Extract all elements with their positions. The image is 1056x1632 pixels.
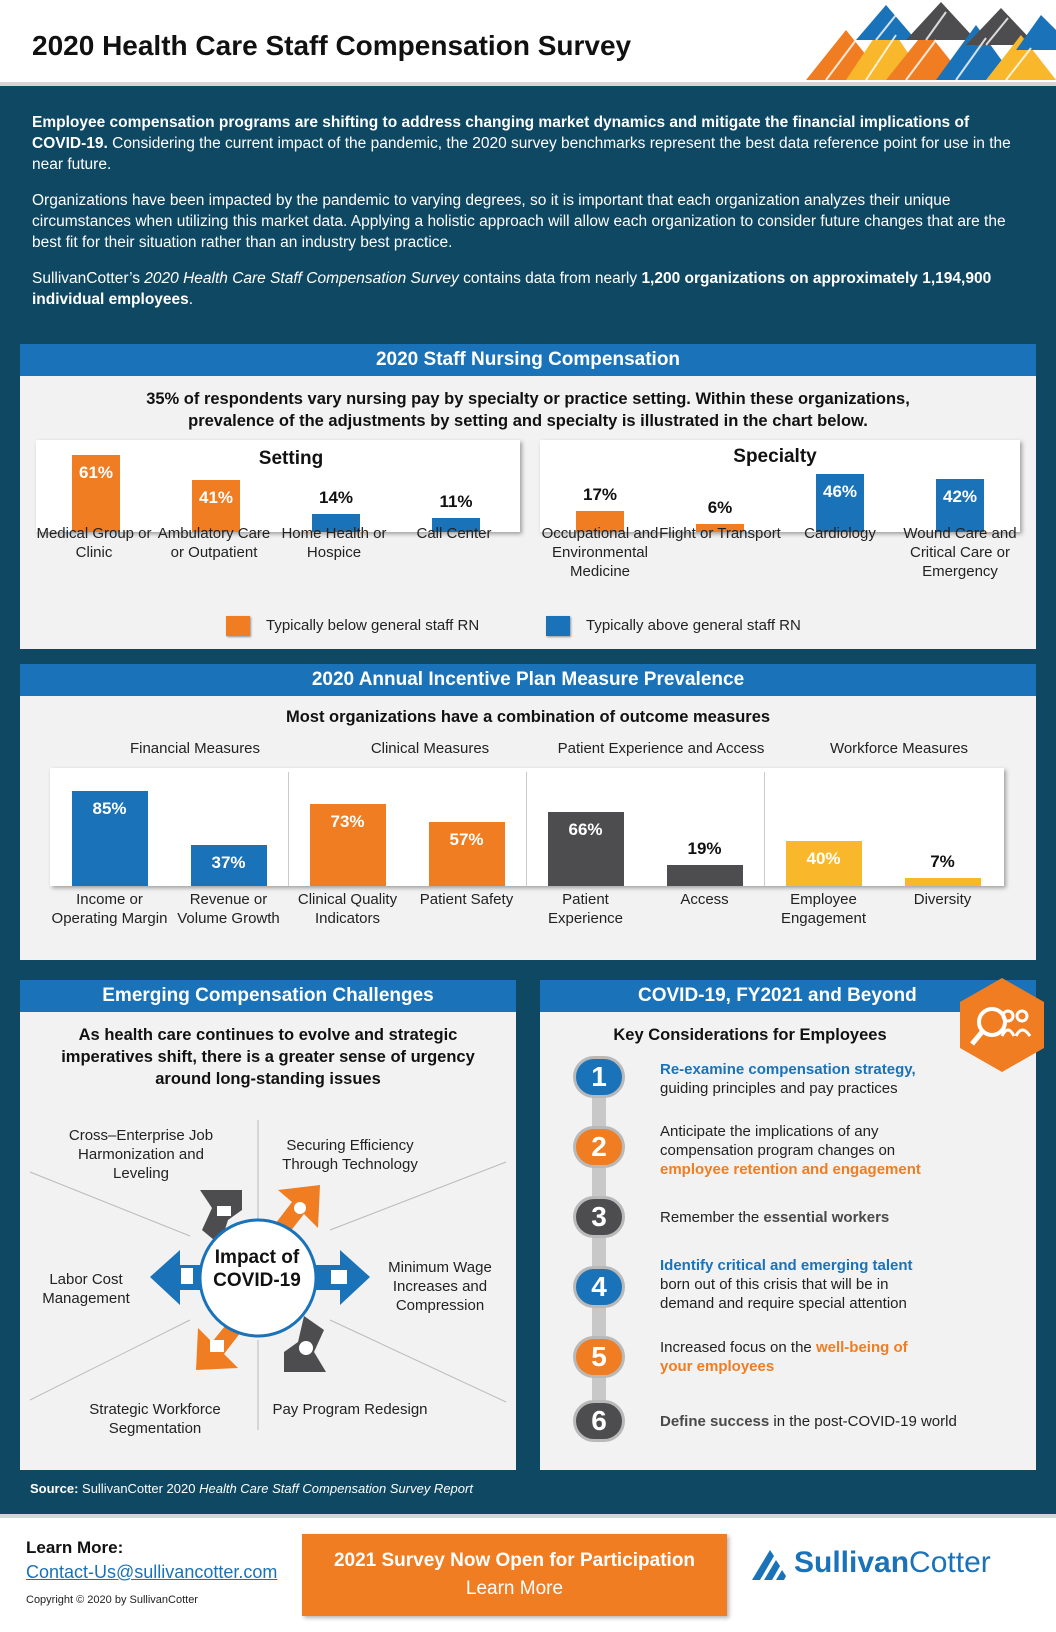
step-6-number: 6 xyxy=(573,1400,625,1442)
setting-chart-title: Setting xyxy=(258,448,324,469)
chart-divider xyxy=(288,772,289,886)
category-label: Home Health or Hospice xyxy=(281,525,387,561)
decorative-triangles-logo xyxy=(796,0,1056,86)
category-label: Employee Engagement xyxy=(780,891,867,927)
bar-value-label: 40% xyxy=(806,849,841,868)
category-label: Ambulatory Care or Outpatient xyxy=(157,525,271,561)
chart-bar xyxy=(429,822,505,886)
category-label: Clinical Quality Indicators xyxy=(297,891,398,927)
source-note: Source: SullivanCotter 2020 Health Care Staff Compensation Survey Report xyxy=(30,1481,473,1496)
chart-bar xyxy=(191,845,267,886)
covid-subtitle: Key Considerations for Employees xyxy=(613,1026,887,1044)
category-label: Income or Operating Margin xyxy=(51,891,168,927)
category-label: Flight or Transport xyxy=(659,525,781,542)
group-label-patient: Patient Experience and Access xyxy=(557,740,765,757)
category-label: Revenue or Volume Growth xyxy=(177,891,280,927)
learn-more-label: Learn More: xyxy=(26,1538,124,1557)
sullivancotter-logo-mark xyxy=(752,1544,792,1586)
step-3-text: Remember the essential workers xyxy=(660,1209,890,1226)
setting-chart xyxy=(36,440,520,532)
people-search-icon xyxy=(958,976,1046,1074)
challenge-pay-program: Pay Program Redesign xyxy=(272,1401,428,1418)
category-label: Cardiology xyxy=(804,525,876,542)
incentive-subtitle: Most organizations have a combination of outcome measures xyxy=(285,708,771,726)
step-5-text: Increased focus on the well-being of your employees xyxy=(660,1339,908,1375)
bar-value-label: 11% xyxy=(439,492,473,511)
sullivancotter-logo-text: SullivanCotter xyxy=(794,1546,991,1579)
chart-bar xyxy=(548,812,624,886)
step-1-text: Re-examine compensation strategy, guiding principles and pay practices xyxy=(660,1061,916,1097)
footer xyxy=(0,1514,1056,1632)
bar-value-label: 14% xyxy=(318,488,354,507)
specialty-chart xyxy=(540,440,1020,532)
chart-divider xyxy=(764,772,765,886)
challenge-efficiency-technology: Securing Efficiency Through Technology xyxy=(282,1137,418,1173)
legend-swatch-blue xyxy=(546,616,570,636)
bar-value-label: 17% xyxy=(582,485,618,504)
bar-value-label: 41% xyxy=(198,488,234,507)
covid-panel xyxy=(540,980,1036,1470)
bar-value-label: 73% xyxy=(330,812,365,831)
incentive-panel-title: 2020 Annual Incentive Plan Measure Prevalence xyxy=(20,664,1036,696)
bar-value-label: 37% xyxy=(211,853,246,872)
chart-divider xyxy=(526,772,527,886)
page-header xyxy=(0,0,1056,86)
challenge-workforce-segmentation: Strategic Workforce Segmentation xyxy=(89,1401,221,1437)
category-label: Access xyxy=(680,891,729,908)
group-label-workforce: Workforce Measures xyxy=(829,740,969,757)
step-2-text: Anticipate the implications of any compensation program changes on employee retention and engagement xyxy=(660,1123,921,1178)
survey-cta-button[interactable]: 2021 Survey Now Open for Participation Learn More xyxy=(302,1534,727,1616)
step-4-text: Identify critical and emerging talent born out of this crisis that will be in demand and require special attention xyxy=(660,1257,913,1312)
bar-value-label: 85% xyxy=(92,799,127,818)
legend-below: Typically below general staff RN xyxy=(226,616,479,636)
category-label: Call Center xyxy=(416,525,492,542)
chart-bar xyxy=(786,841,862,886)
chart-bar xyxy=(72,791,148,886)
step-1-number: 1 xyxy=(573,1056,625,1098)
group-label-financial: Financial Measures xyxy=(129,740,261,757)
chart-bar xyxy=(905,852,981,886)
group-label-clinical: Clinical Measures xyxy=(370,740,490,757)
page-title: 2020 Health Care Staff Compensation Survey xyxy=(32,30,632,61)
challenge-minimum-wage: Minimum Wage Increases and Compression xyxy=(388,1259,492,1314)
challenges-panel xyxy=(20,980,516,1470)
category-label: Patient Experience xyxy=(547,891,624,927)
nursing-panel xyxy=(20,344,1036,649)
bar-value-label: 61% xyxy=(78,463,114,482)
legend-above: Typically above general staff RN xyxy=(546,616,801,636)
bar-value-label: 42% xyxy=(942,487,978,506)
challenge-labor-cost: Labor Cost Management xyxy=(42,1271,130,1307)
intro-text: Employee compensation programs are shifting to address changing market dynamics and mitigate the financial implications of COVID-19. Considering the current impact of the pandemic, the 2020 survey benchmarks represent the best data reference point for use in the near future. Organizations have been impacted by the pandemic to varying degrees, so it is important that each organization analyzes their unique circumstances when utilizing this market data. Applying a holistic approach will allow each organization to consider future changes that are the best fit for their situation rather than an industry best practice. SullivanCotter’s 2020 Health Care Staff Compensation Survey contains data from nearly 1,200 organizations on approximately 1,194,900 individual employees. xyxy=(32,114,1011,308)
bar-value-label: 6% xyxy=(707,498,733,517)
step-3-number: 3 xyxy=(573,1196,625,1238)
step-5-number: 5 xyxy=(573,1336,625,1378)
contact-email-link[interactable]: Contact-Us@sullivancotter.com xyxy=(26,1562,278,1582)
step-2-number: 2 xyxy=(573,1126,625,1168)
bar-value-label: 46% xyxy=(822,482,858,501)
category-label: Diversity xyxy=(913,891,972,908)
specialty-chart-title: Specialty xyxy=(733,446,817,467)
legend-swatch-orange xyxy=(226,616,250,636)
step-4-number: 4 xyxy=(573,1266,625,1308)
chart-bar xyxy=(667,839,743,886)
incentive-chart xyxy=(50,768,1004,886)
category-label: Patient Safety xyxy=(419,891,514,908)
category-label: Occupational and Environmental Medicine xyxy=(541,525,659,580)
nursing-panel-title: 2020 Staff Nursing Compensation xyxy=(20,344,1036,376)
challenges-panel-title: Emerging Compensation Challenges xyxy=(20,980,516,1012)
bar-value-label: 19% xyxy=(687,839,722,858)
step-6-text: Define success in the post-COVID-19 world xyxy=(660,1413,957,1430)
chart-bar xyxy=(310,804,386,886)
challenge-job-harmonization: Cross–Enterprise Job Harmonization and Leveling xyxy=(68,1127,214,1182)
impact-center-label: Impact of COVID-19 xyxy=(213,1247,301,1291)
incentive-panel xyxy=(20,664,1036,960)
covid-panel-title: COVID-19, FY2021 and Beyond xyxy=(540,980,1036,1012)
challenges-subtitle: As health care continues to evolve and strategic imperatives shift, there is a greater sense of urgency around long-standing issues xyxy=(61,1026,475,1088)
category-label: Wound Care and Critical Care or Emergency xyxy=(903,525,1017,580)
nursing-subtitle: 35% of respondents vary nursing pay by specialty or practice setting. Within these organizations, prevalence of the adjustments by setting and specialty is illustrated in the chart below. xyxy=(146,390,910,430)
bar-value-label: 57% xyxy=(449,830,484,849)
bar-value-label: 66% xyxy=(568,820,603,839)
category-label: Medical Group or Clinic xyxy=(36,525,152,561)
copyright-text: Copyright © 2020 by SullivanCotter xyxy=(26,1594,198,1606)
bar-value-label: 7% xyxy=(930,852,955,871)
chart-bar xyxy=(72,455,120,532)
